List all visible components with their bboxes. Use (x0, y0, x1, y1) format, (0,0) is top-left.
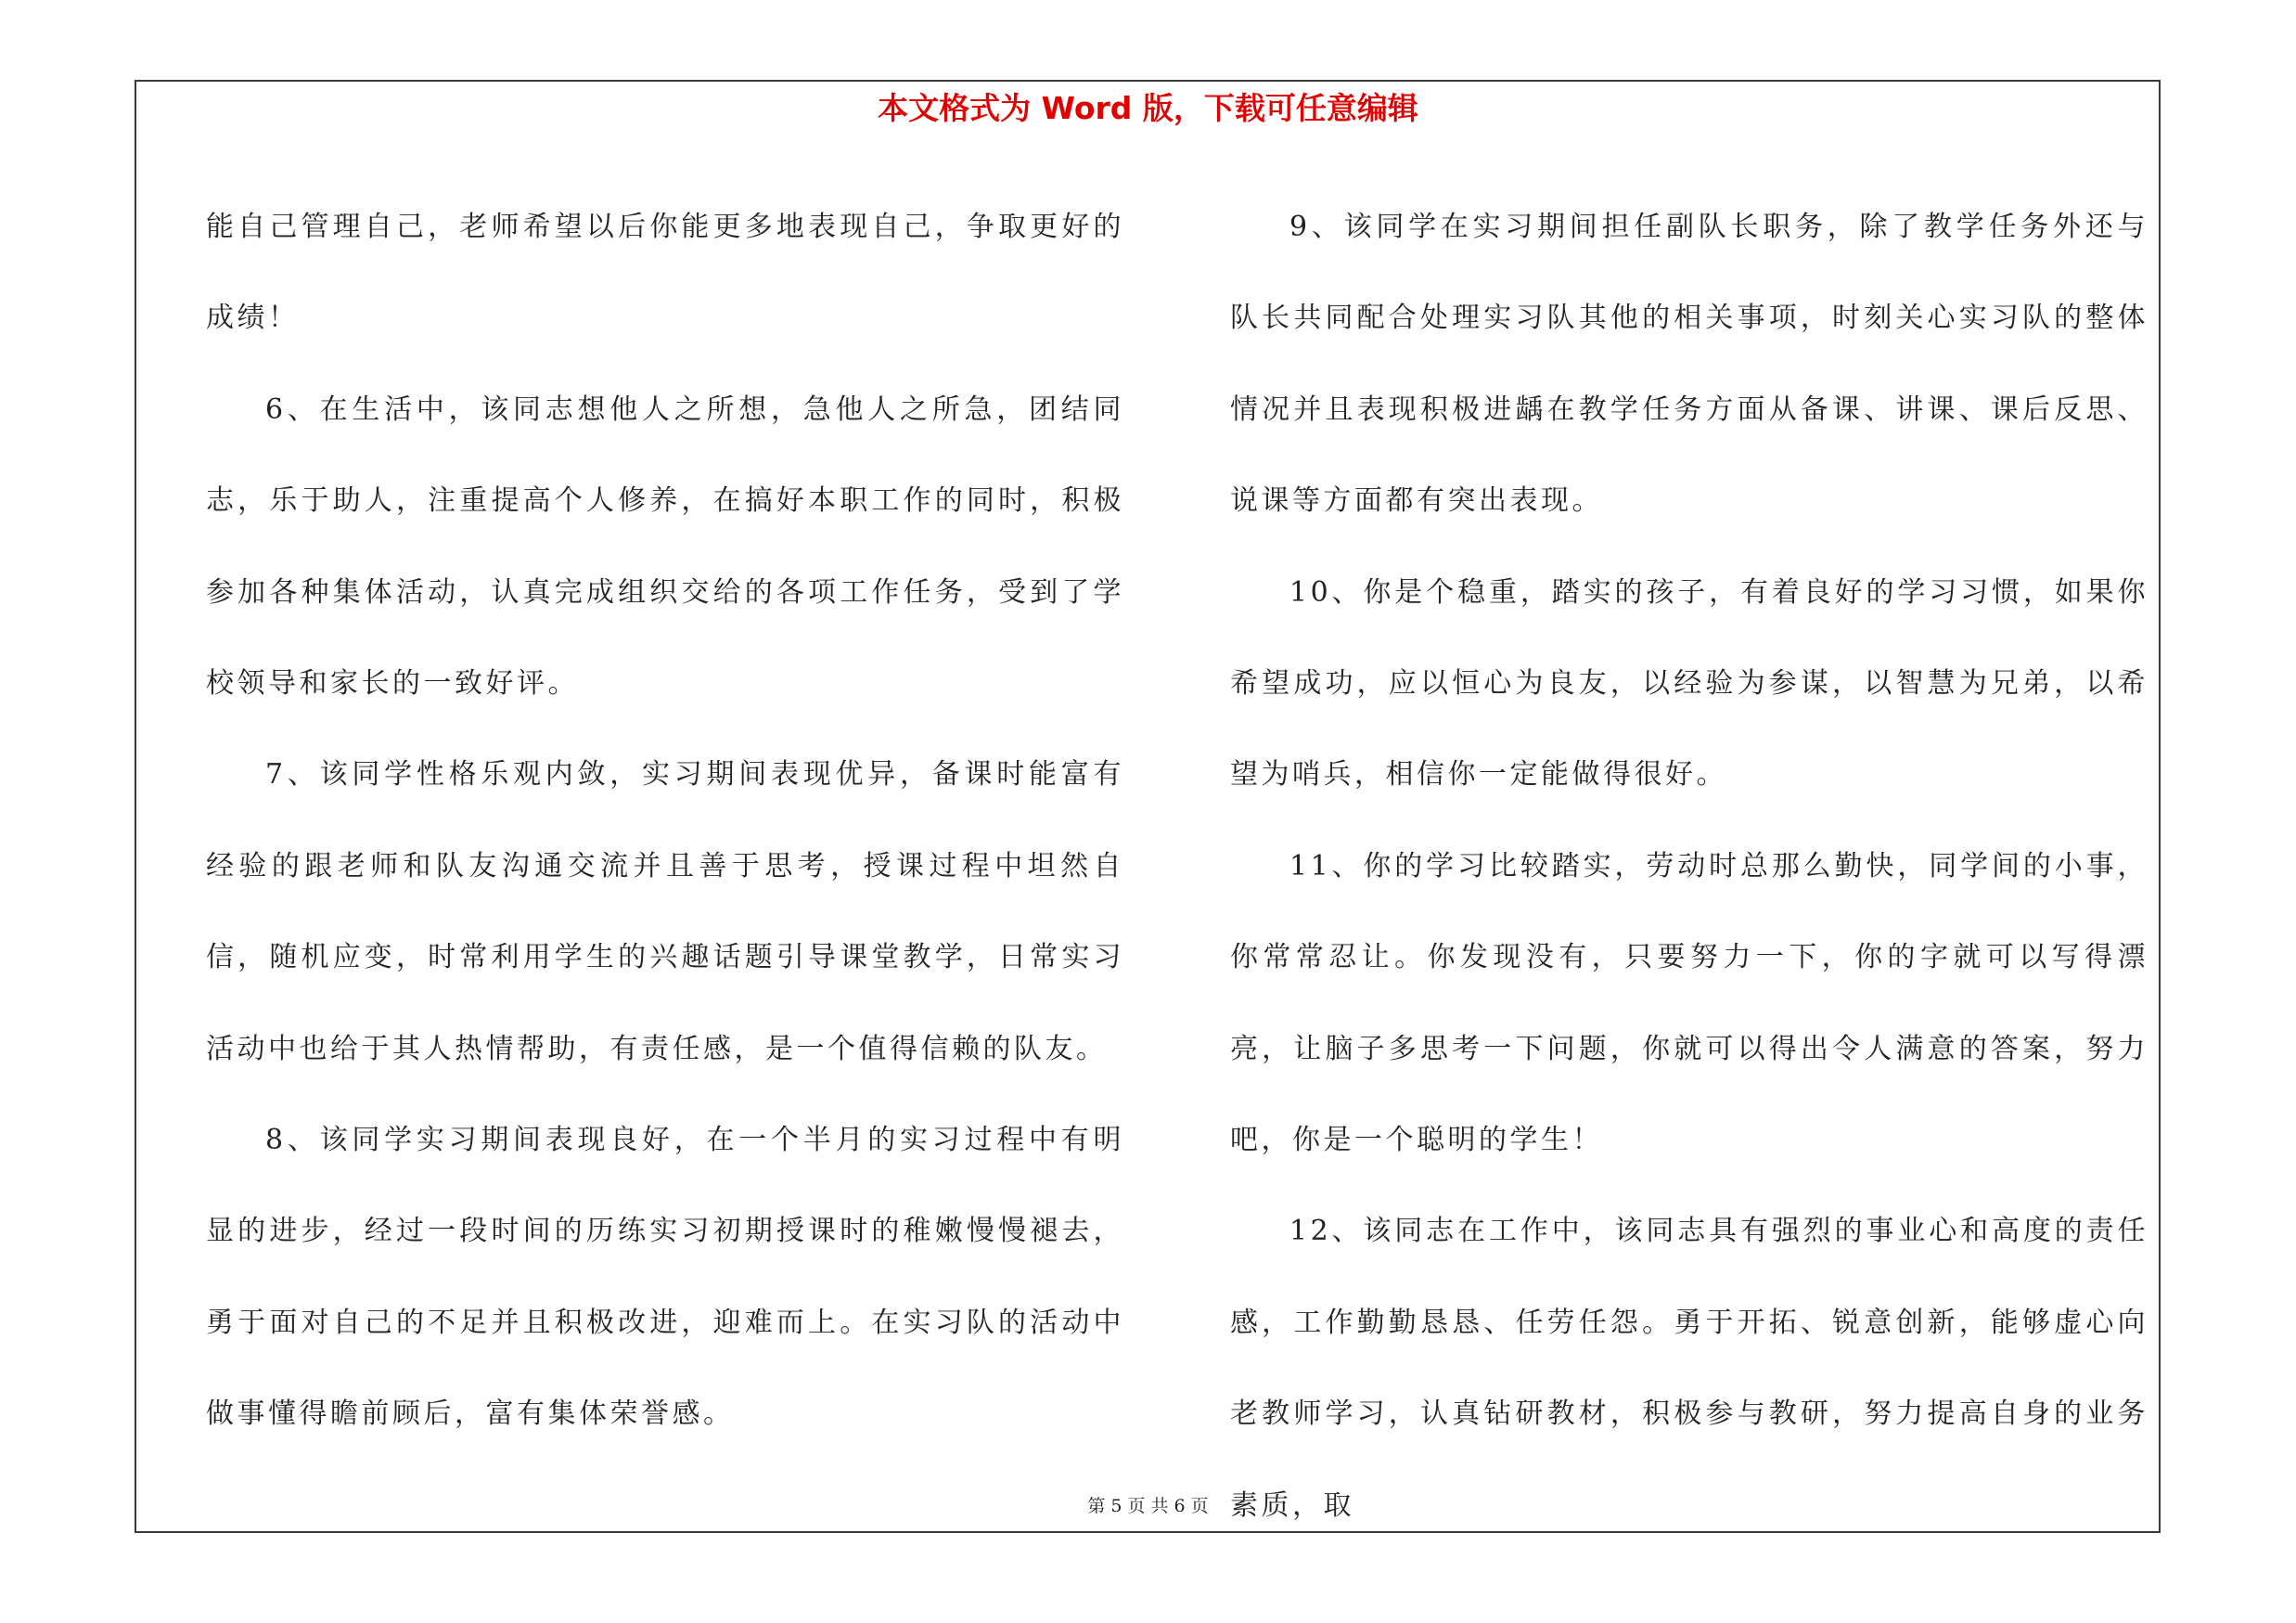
right-text-column (1230, 182, 2148, 1552)
paragraph-12: 12、该同志在工作中，该同志具有强烈的事业心和高度的责任感，工作勤勤恳恳、任劳任怨。勇于开拓、锐意创新，能够虚心向老教师学习，认真钻研教材，积极参与教研，努力提高自身的业务素质，取 (1230, 1215, 2148, 1522)
paragraph-11: 11、你的学习比较踏实，劳动时总那么勤快，同学间的小事，你常常忍让。你发现没有，只要努力一下，你的字就可以写得漂亮，让脑子多思考一下问题，你就可以得出令人满意的答案，努力吧，你是一个聪明的学生！ (1230, 849, 2148, 1157)
format-notice-banner: 本文格式为 Word 版，下载可任意编辑 (878, 90, 1418, 126)
paragraph-10: 10、你是个稳重，踏实的孩子，有着良好的学习习惯，如果你希望成功，应以恒心为良友，以经验为参谋，以智慧为兄弟，以希望为哨兵，相信你一定能做得很好。 (1230, 575, 2148, 792)
paragraph-continuation: 能自己管理自己，老师希望以后你能更多地表现自己，争取更好的成绩！ (206, 211, 1124, 335)
paragraph-7: 7、该同学性格乐观内敛，实习期间表现优异，备课时能富有经验的跟老师和队友沟通交流并且善于思考，授课过程中坦然自信，随机应变，时常利用学生的兴趣话题引导课堂教学，日常实习活动中也给于其人热情帮助，有责任感，是一个值得信赖的队友。 (206, 758, 1124, 1065)
page-number-footer: 第 5 页 共 6 页 (1087, 1496, 1209, 1516)
paragraph-8: 8、该同学实习期间表现良好，在一个半月的实习过程中有明显的进步，经过一段时间的历练实习初期授课时的稚嫩慢慢褪去，勇于面对自己的不足并且积极改进，迎难而上。在实习队的活动中做事懂得瞻前顾后，富有集体荣誉感。 (206, 1124, 1124, 1431)
paragraph-9: 9、该同学在实习期间担任副队长职务，除了教学任务外还与队长共同配合处理实习队其他的相关事项，时刻关心实习队的整体情况并且表现积极进龋在教学任务方面从备课、讲课、课后反思、说课等方面都有突出表现。 (1230, 211, 2148, 518)
left-text-column (206, 182, 1124, 1461)
paragraph-6: 6、在生活中，该同志想他人之所想，急他人之所急，团结同志，乐于助人，注重提高个人修养，在搞好本职工作的同时，积极参加各种集体活动，认真完成组织交给的各项工作任务，受到了学校领导和家长的一致好评。 (206, 393, 1124, 701)
